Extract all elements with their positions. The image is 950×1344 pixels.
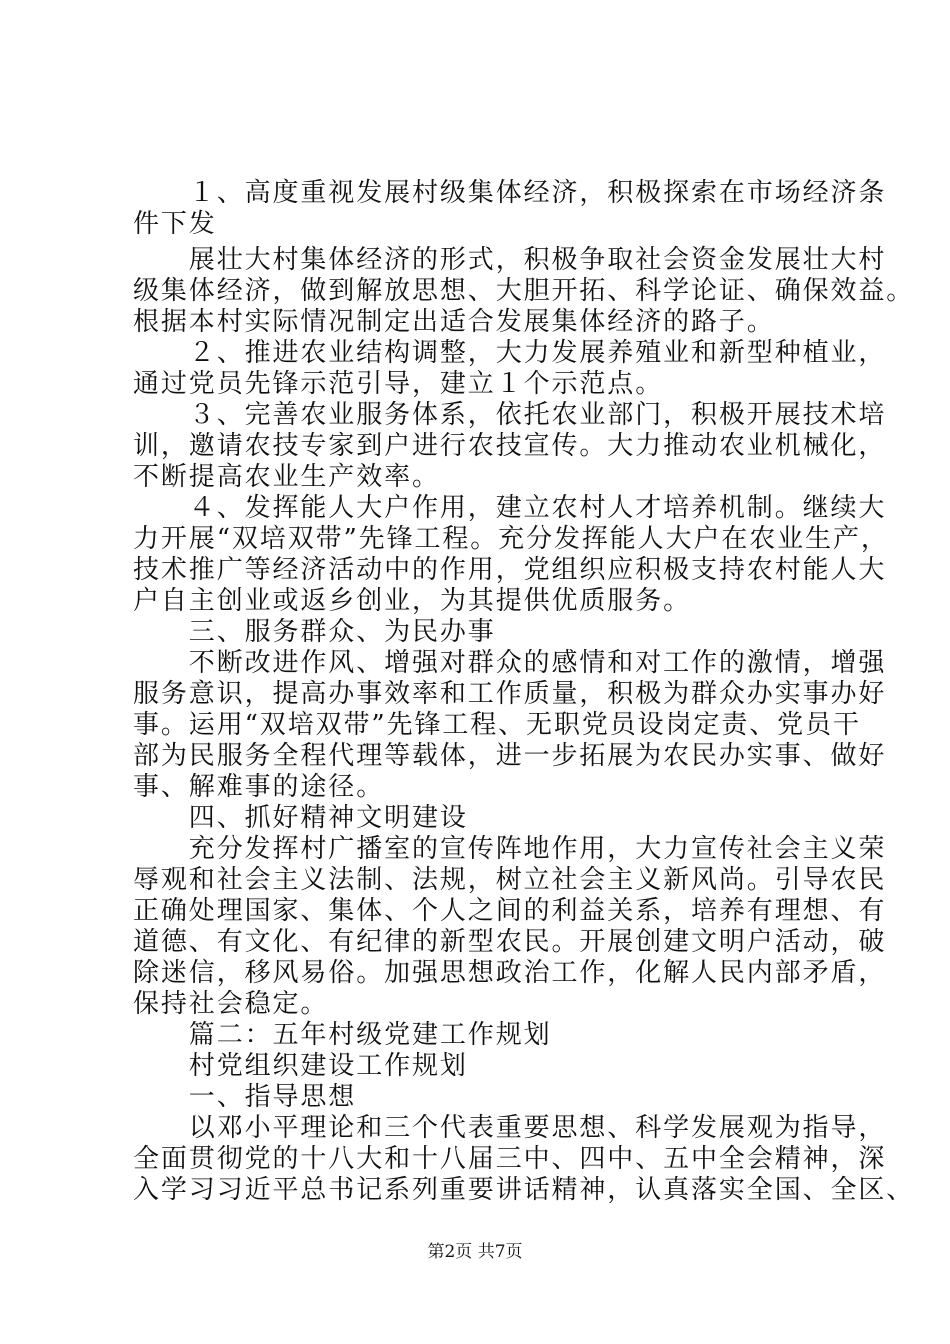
section-heading: 四、抓好精神文明建设: [133, 803, 468, 833]
text-line: 入学习习近平总书记系列重要讲话精神，认真落实全国、全区、: [133, 1175, 915, 1205]
text-line: 力开展“双培双带”先锋工程。充分发挥能人大户在农业生产，: [133, 524, 889, 554]
section-heading: 篇二：五年村级党建工作规划: [133, 1020, 552, 1050]
text-line: 训，邀请农技专家到户进行农技宣传。大力推动农业机械化，: [133, 431, 887, 461]
text-line: 事、解难事的途径。: [133, 772, 385, 802]
text-line: 正确处理国家、集体、个人之间的利益关系，培养有理想、有: [133, 896, 887, 926]
text-line: 道德、有文化、有纪律的新型农民。开展创建文明户活动，破: [133, 927, 887, 957]
text-line: 保持社会稳定。: [133, 989, 329, 1019]
text-line: 充分发挥村广播室的宣传阵地作用，大力宣传社会主义荣: [133, 834, 887, 864]
text-line: ４、发挥能人大户作用，建立农村人才培养机制。继续大: [133, 493, 887, 523]
text-line: 级集体经济，做到解放思想、大胆开拓、科学论证、确保效益。: [133, 276, 915, 306]
page-number-footer: 第2页 共7页: [427, 1242, 523, 1262]
section-heading: 一、指导思想: [133, 1082, 357, 1112]
section-heading: 三、服务群众、为民办事: [133, 617, 496, 647]
text-line: 根据本村实际情况制定出适合发展集体经济的路子。: [133, 307, 775, 337]
text-line: 部为民服务全程代理等载体，进一步拓展为农民办实事、做好: [133, 741, 887, 771]
text-line: 通过党员先锋示范引导，建立１个示范点。: [133, 369, 664, 399]
text-line: 服务意识，提高办事效率和工作质量，积极为群众办实事办好: [133, 679, 887, 709]
text-line: 以邓小平理论和三个代表重要思想、科学发展观为指导，: [133, 1113, 887, 1143]
text-line: 技术推广等经济活动中的作用，党组织应积极支持农村能人大: [133, 555, 887, 585]
text-line: 事。运用“双培双带”先锋工程、无职党员设岗定责、党员干: [133, 710, 861, 740]
text-line: 辱观和社会主义法制、法规，树立社会主义新风尚。引导农民: [133, 865, 887, 895]
text-line: ２、推进农业结构调整，大力发展养殖业和新型种植业，: [133, 338, 887, 368]
text-line: １、高度重视发展村级集体经济，积极探索在市场经济条: [133, 178, 887, 208]
text-line: 展壮大村集体经济的形式，积极争取社会资金发展壮大村: [133, 245, 887, 275]
text-line: 不断改进作风、增强对群众的感情和对工作的激情，增强: [133, 648, 887, 678]
text-line: 全面贯彻党的十八大和十八届三中、四中、五中全会精神，深: [133, 1144, 887, 1174]
section-heading: 村党组织建设工作规划: [133, 1051, 468, 1081]
text-line: 不断提高农业生产效率。: [133, 462, 440, 492]
text-line: ３、完善农业服务体系，依托农业部门，积极开展技术培: [133, 400, 887, 430]
text-line: 除迷信，移风易俗。加强思想政治工作，化解人民内部矛盾，: [133, 958, 887, 988]
text-line: 件下发: [133, 209, 217, 239]
text-line: 户自主创业或返乡创业，为其提供优质服务。: [133, 586, 692, 616]
